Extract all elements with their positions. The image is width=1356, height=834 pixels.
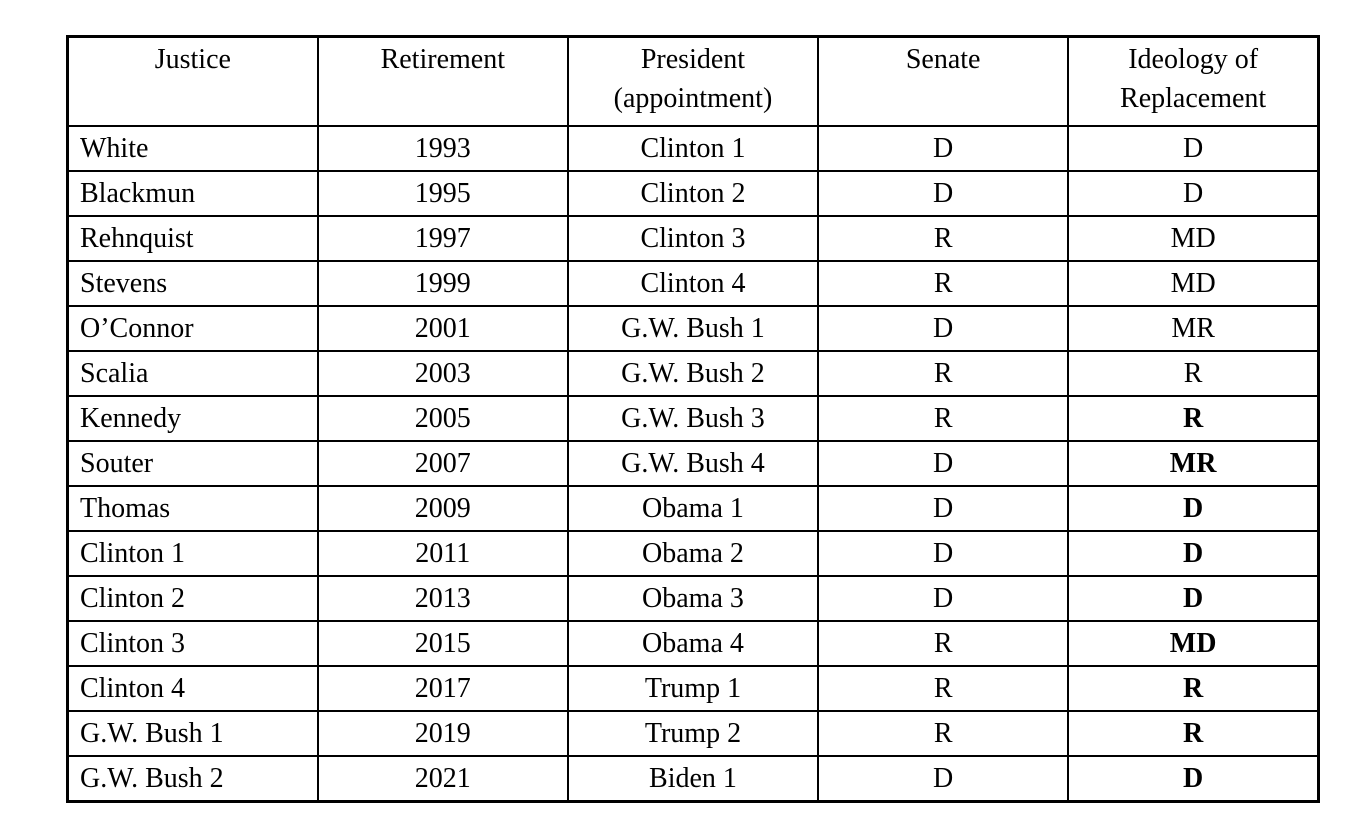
cell-senate: R [818, 396, 1068, 441]
cell-senate: R [818, 666, 1068, 711]
table-row [68, 171, 1319, 216]
cell-justice: Clinton 3 [68, 621, 318, 666]
cell-president: Obama 3 [568, 576, 818, 621]
cell-justice: Clinton 1 [68, 531, 318, 576]
cell-ideology: D [1068, 486, 1318, 531]
cell-senate: D [818, 441, 1068, 486]
cell-ideology: MD [1068, 216, 1318, 261]
cell-president: Obama 4 [568, 621, 818, 666]
column-header-label-line2: (appointment) [613, 82, 773, 114]
cell-senate: R [818, 216, 1068, 261]
cell-senate: R [818, 711, 1068, 756]
table-row [68, 756, 1319, 802]
cell-retirement: 2017 [318, 666, 568, 711]
cell-ideology: D [1068, 576, 1318, 621]
cell-retirement: 2011 [318, 531, 568, 576]
table-row [68, 621, 1319, 666]
cell-senate: R [818, 261, 1068, 306]
cell-retirement: 2013 [318, 576, 568, 621]
column-header-label: Retirement [380, 44, 505, 75]
cell-justice: Scalia [68, 351, 318, 396]
cell-justice: O’Connor [68, 306, 318, 351]
cell-president: G.W. Bush 1 [568, 306, 818, 351]
cell-justice: Clinton 4 [68, 666, 318, 711]
column-header-president [568, 37, 818, 127]
cell-ideology: R [1068, 351, 1318, 396]
cell-ideology: D [1068, 756, 1318, 802]
justice-retirement-table [66, 35, 1320, 803]
cell-retirement: 2021 [318, 756, 568, 802]
cell-president: Clinton 1 [568, 126, 818, 171]
cell-justice: Stevens [68, 261, 318, 306]
table-row [68, 711, 1319, 756]
cell-ideology: MR [1068, 441, 1318, 486]
cell-justice: Thomas [68, 486, 318, 531]
cell-justice: White [68, 126, 318, 171]
cell-retirement: 1995 [318, 171, 568, 216]
table-body [68, 126, 1319, 802]
table-row [68, 306, 1319, 351]
cell-justice: G.W. Bush 2 [68, 756, 318, 802]
cell-senate: R [818, 351, 1068, 396]
cell-president: G.W. Bush 3 [568, 396, 818, 441]
cell-president: Obama 1 [568, 486, 818, 531]
cell-president: Biden 1 [568, 756, 818, 802]
table-row [68, 531, 1319, 576]
cell-senate: R [818, 621, 1068, 666]
cell-ideology: R [1068, 711, 1318, 756]
cell-ideology: R [1068, 666, 1318, 711]
column-header-senate [818, 37, 1068, 127]
table-row [68, 486, 1319, 531]
cell-justice: Souter [68, 441, 318, 486]
table-row [68, 396, 1319, 441]
cell-retirement: 2007 [318, 441, 568, 486]
cell-justice: Kennedy [68, 396, 318, 441]
cell-senate: D [818, 306, 1068, 351]
cell-president: Trump 1 [568, 666, 818, 711]
cell-retirement: 1999 [318, 261, 568, 306]
cell-justice: Blackmun [68, 171, 318, 216]
cell-senate: D [818, 126, 1068, 171]
cell-ideology: MD [1068, 261, 1318, 306]
cell-justice: G.W. Bush 1 [68, 711, 318, 756]
cell-retirement: 2015 [318, 621, 568, 666]
cell-senate: D [818, 486, 1068, 531]
table-row [68, 666, 1319, 711]
cell-retirement: 1993 [318, 126, 568, 171]
cell-senate: D [818, 171, 1068, 216]
table-row [68, 261, 1319, 306]
cell-retirement: 2003 [318, 351, 568, 396]
cell-ideology: D [1068, 531, 1318, 576]
column-header-retirement [318, 37, 568, 127]
header-row [68, 37, 1319, 127]
cell-senate: D [818, 531, 1068, 576]
cell-justice: Rehnquist [68, 216, 318, 261]
table-row [68, 216, 1319, 261]
column-header-label: President [640, 44, 746, 75]
cell-ideology: MR [1068, 306, 1318, 351]
cell-justice: Clinton 2 [68, 576, 318, 621]
cell-president: Clinton 4 [568, 261, 818, 306]
column-header-ideology [1068, 37, 1318, 127]
cell-ideology: MD [1068, 621, 1318, 666]
column-header-justice [68, 37, 318, 127]
column-header-label: Ideology of [1128, 44, 1259, 75]
table-header [68, 37, 1319, 127]
cell-president: Clinton 2 [568, 171, 818, 216]
table-row [68, 126, 1319, 171]
column-header-label-line2: Replacement [1120, 82, 1267, 114]
cell-senate: D [818, 576, 1068, 621]
cell-retirement: 2001 [318, 306, 568, 351]
table-row [68, 351, 1319, 396]
cell-senate: D [818, 756, 1068, 802]
table-row [68, 441, 1319, 486]
cell-president: G.W. Bush 4 [568, 441, 818, 486]
cell-president: Trump 2 [568, 711, 818, 756]
cell-ideology: D [1068, 126, 1318, 171]
table-row [68, 576, 1319, 621]
cell-retirement: 1997 [318, 216, 568, 261]
cell-retirement: 2005 [318, 396, 568, 441]
cell-ideology: R [1068, 396, 1318, 441]
cell-president: Obama 2 [568, 531, 818, 576]
cell-president: G.W. Bush 2 [568, 351, 818, 396]
cell-retirement: 2009 [318, 486, 568, 531]
cell-retirement: 2019 [318, 711, 568, 756]
cell-president: Clinton 3 [568, 216, 818, 261]
column-header-label: Senate [905, 44, 981, 75]
cell-ideology: D [1068, 171, 1318, 216]
column-header-label: Justice [154, 44, 231, 75]
